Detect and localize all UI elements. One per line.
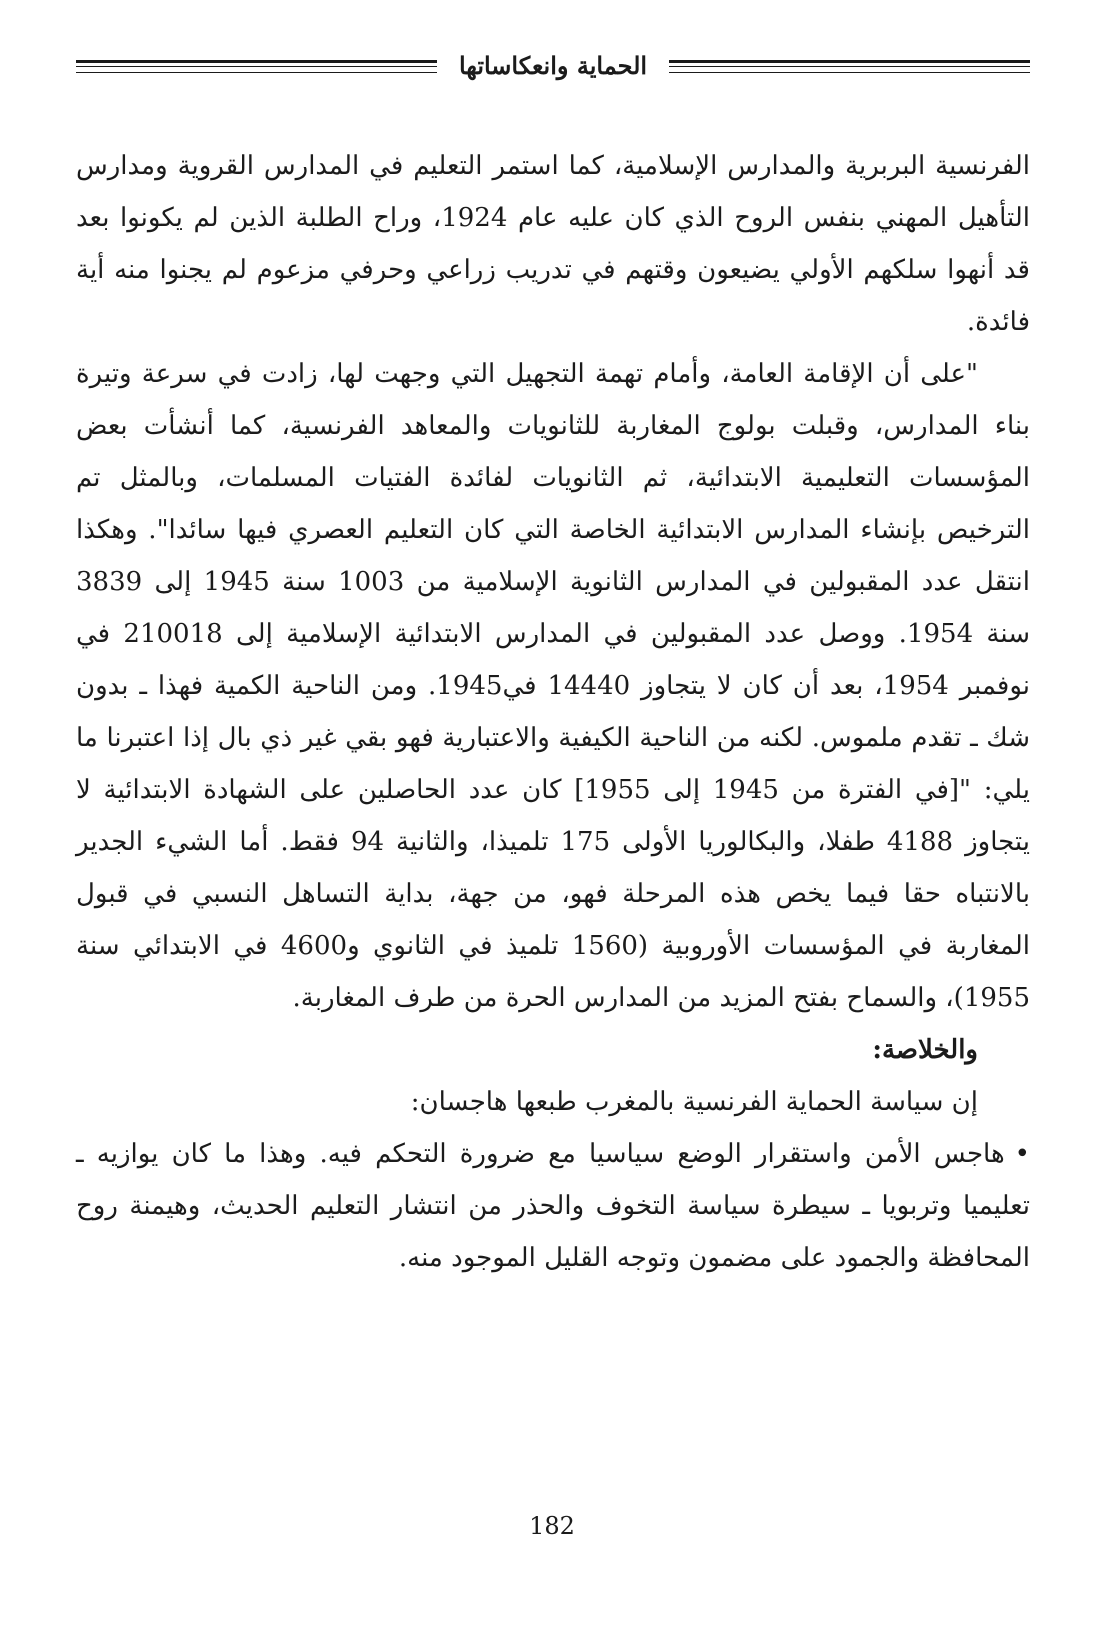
bullet-text: هاجس الأمن واستقرار الوضع سياسيا مع ضرورة التحكم فيه. وهذا ما كان يوازيه ـ تعليميا وتربويا ـ سيطرة سياسة التخوف والحذر من انتشار التعليم الحديث، وهيمنة روح المحافظة والجمود على مضمون وتوجه القليل الموجود منه. [76,1139,1030,1273]
header-rule-right [669,60,1030,73]
bullet-icon: • [1014,1139,1030,1169]
header-rule-left [76,60,437,73]
running-header [76,46,1030,86]
paragraph-quote: "على أن الإقامة العامة، وأمام تهمة التجهيل التي وجهت لها، زادت في سرعة وتيرة بناء المدارس، وقبلت بولوج المغاربة للثانويات والمعاهد الفرنسية، كما أنشأت بعض المؤسسات التعليمية الابتدائية، ثم الثانويات لفائدة الفتيات المسلمات، وبالمثل تم الترخيص بإنشاء المدارس الابتدائية الخاصة التي كان التعليم العصري فيها سائدا". وهكذا انتقل عدد المقبولين في المدارس الثانوية الإسلامية من 1003 سنة 1945 إلى 3839 سنة 1954. ووصل عدد المقبولين في المدارس الابتدائية الإسلامية إلى 210018 في نوفمبر 1954، بعد أن كان لا يتجاوز 14440 في1945. ومن الناحية الكمية فهذا ـ بدون شك ـ تقدم ملموس. لكنه من الناحية الكيفية والاعتبارية فهو بقي غير ذي بال إذا اعتبرنا ما يلي: "[في الفترة من 1945 إلى 1955] كان عدد الحاصلين على الشهادة الابتدائية لا يتجاوز 4188 طفلا، والبكالوريا الأولى 175 تلميذا، والثانية 94 فقط. أما الشيء الجدير بالانتباه حقا فيما يخص هذه المرحلة فهو، من جهة، بداية التساهل النسبي في قبول المغاربة في المؤسسات الأوروبية (1560 تلميذ في الثانوي و4600 في الابتدائي سنة 1955)، والسماح بفتح المزيد من المدارس الحرة من طرف المغاربة. [76,359,1031,1013]
header-title: الحماية وانعكاساتها [458,51,648,80]
conclusion-heading: والخلاصة: [872,1035,978,1065]
paragraph-continuation: الفرنسية البربرية والمدارس الإسلامية، كما استمر التعليم في المدارس القروية ومدارس التأهيل المهني بنفس الروح الذي كان عليه عام 1924، وراح الطلبة الذين لم يكونوا بعد قد أنهوا سلكهم الأولي يضيعون وقتهم في تدريب زراعي وحرفي مزعوم لم يجنوا منه أية فائدة. [76,151,1030,337]
body-text [76,140,1030,1284]
conclusion-bullet [76,1128,1030,1284]
conclusion-intro: إن سياسة الحماية الفرنسية بالمغرب طبعها هاجسان: [410,1087,978,1117]
page-number: 182 [529,1512,575,1540]
